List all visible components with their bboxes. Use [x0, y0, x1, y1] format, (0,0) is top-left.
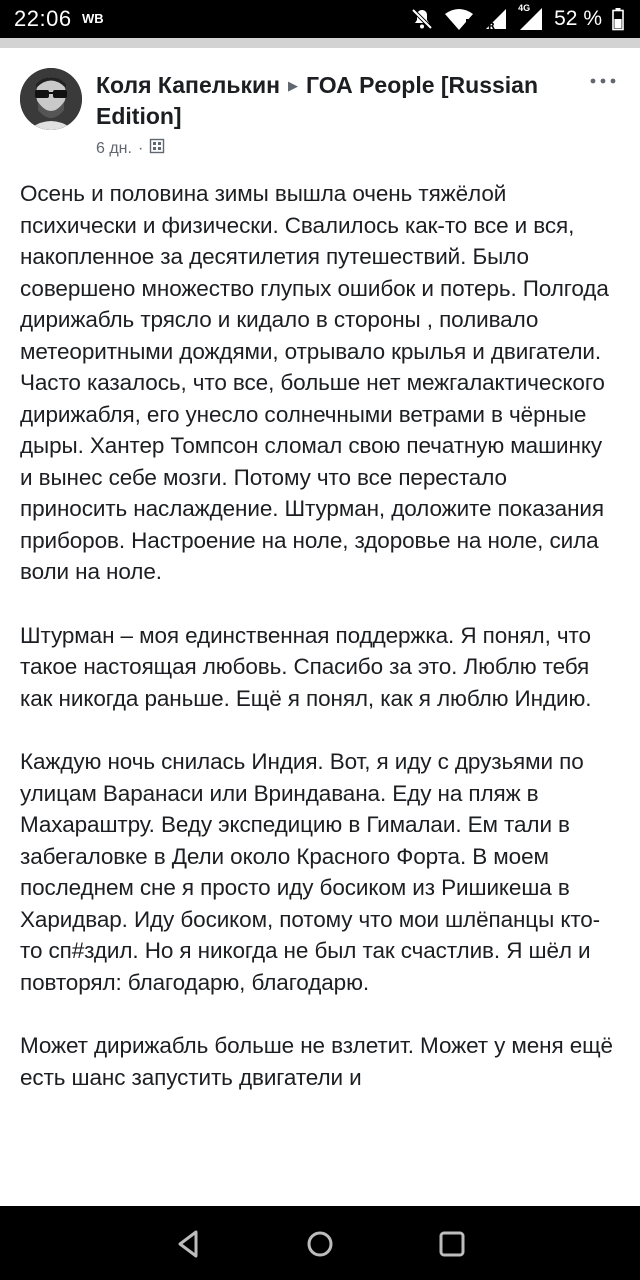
feed-divider: [0, 38, 640, 48]
avatar[interactable]: [20, 68, 82, 130]
recents-button[interactable]: [432, 1224, 472, 1264]
group-privacy-icon: [149, 138, 165, 159]
network-type: 4G: [518, 3, 531, 13]
signal-4g-icon: [518, 3, 544, 31]
battery-icon: [612, 7, 624, 31]
post-body: [20, 178, 620, 1125]
battery-percent: 52 %: [554, 7, 602, 30]
group-name[interactable]: ГОА People [Russian Edition]: [96, 72, 539, 129]
post-header: [96, 70, 566, 131]
svg-text:R: R: [488, 22, 496, 31]
status-time: 22:06: [14, 6, 72, 31]
status-carrier: WB: [82, 11, 104, 26]
wifi-icon: [444, 7, 474, 31]
arrow-right-icon: ▶: [288, 78, 299, 93]
author-name[interactable]: Коля Капелькин: [96, 72, 281, 98]
post-paragraph: Каждую ночь снилась Индия. Вот, я иду с друзьями по улицам Варанаси или Вриндавана. Еду на пляж в Махараштру. Веду экспедицию в Гималаи. Ем тали в забегаловке в Дели около Красного Форта. В моем последнем сне я просто иду босиком из Ришикеша в Харидвар. Иду босиком, потому что мои шлёпанцы кто-то сп#здил. Но я никогда не был так счастлив. Я шёл и повторял: благодарю, благодарю.: [20, 749, 601, 995]
recents-icon: [432, 1224, 472, 1264]
back-icon: [168, 1224, 208, 1264]
post-card: [0, 48, 640, 1206]
post-meta: [96, 138, 165, 159]
more-options-button[interactable]: [588, 74, 618, 88]
status-bar: [0, 0, 640, 38]
signal-r-icon: [484, 7, 508, 31]
post-paragraph: Может дирижабль больше не взлетит. Может у меня ещё есть шанс запустить двигатели и: [20, 1033, 613, 1090]
home-icon: [300, 1224, 340, 1264]
meta-separator: ·: [137, 139, 144, 157]
navigation-bar: [0, 1206, 640, 1280]
mute-icon: [410, 7, 434, 31]
more-icon: [588, 74, 618, 88]
post-paragraph: Осень и половина зимы вышла очень тяжёлой психически и физически. Свалилось как-то все и вся, накопленное за десятилетия путешествий. Было совершено множество глупых ошибок и потерь. Полгода дирижабль трясло и кидало в стороны , поливало метеоритными дождями, отрывало крылья и двигатели. Часто казалось, что все, больше нет межгалактического дирижабля, его унесло солнечными ветрами в чёрные дыры. Хантер Томпсон сломал свою печатную машинку и вынес себе мозги. Потому что все перестало приносить наслаждение. Штурман, доложите показания приборов. Настроение на ноле, здоровье на ноле, сила воли на ноле.: [20, 181, 609, 584]
home-button[interactable]: [300, 1224, 340, 1264]
post-time[interactable]: 6 дн.: [96, 139, 132, 157]
status-icons: [410, 3, 624, 32]
post-paragraph: Штурман – моя единственная поддержка. Я понял, что такое настоящая любовь. Спасибо за это. Люблю тебя как никогда раньше. Ещё я понял, как я люблю Индию.: [20, 622, 592, 711]
back-button[interactable]: [168, 1224, 208, 1264]
